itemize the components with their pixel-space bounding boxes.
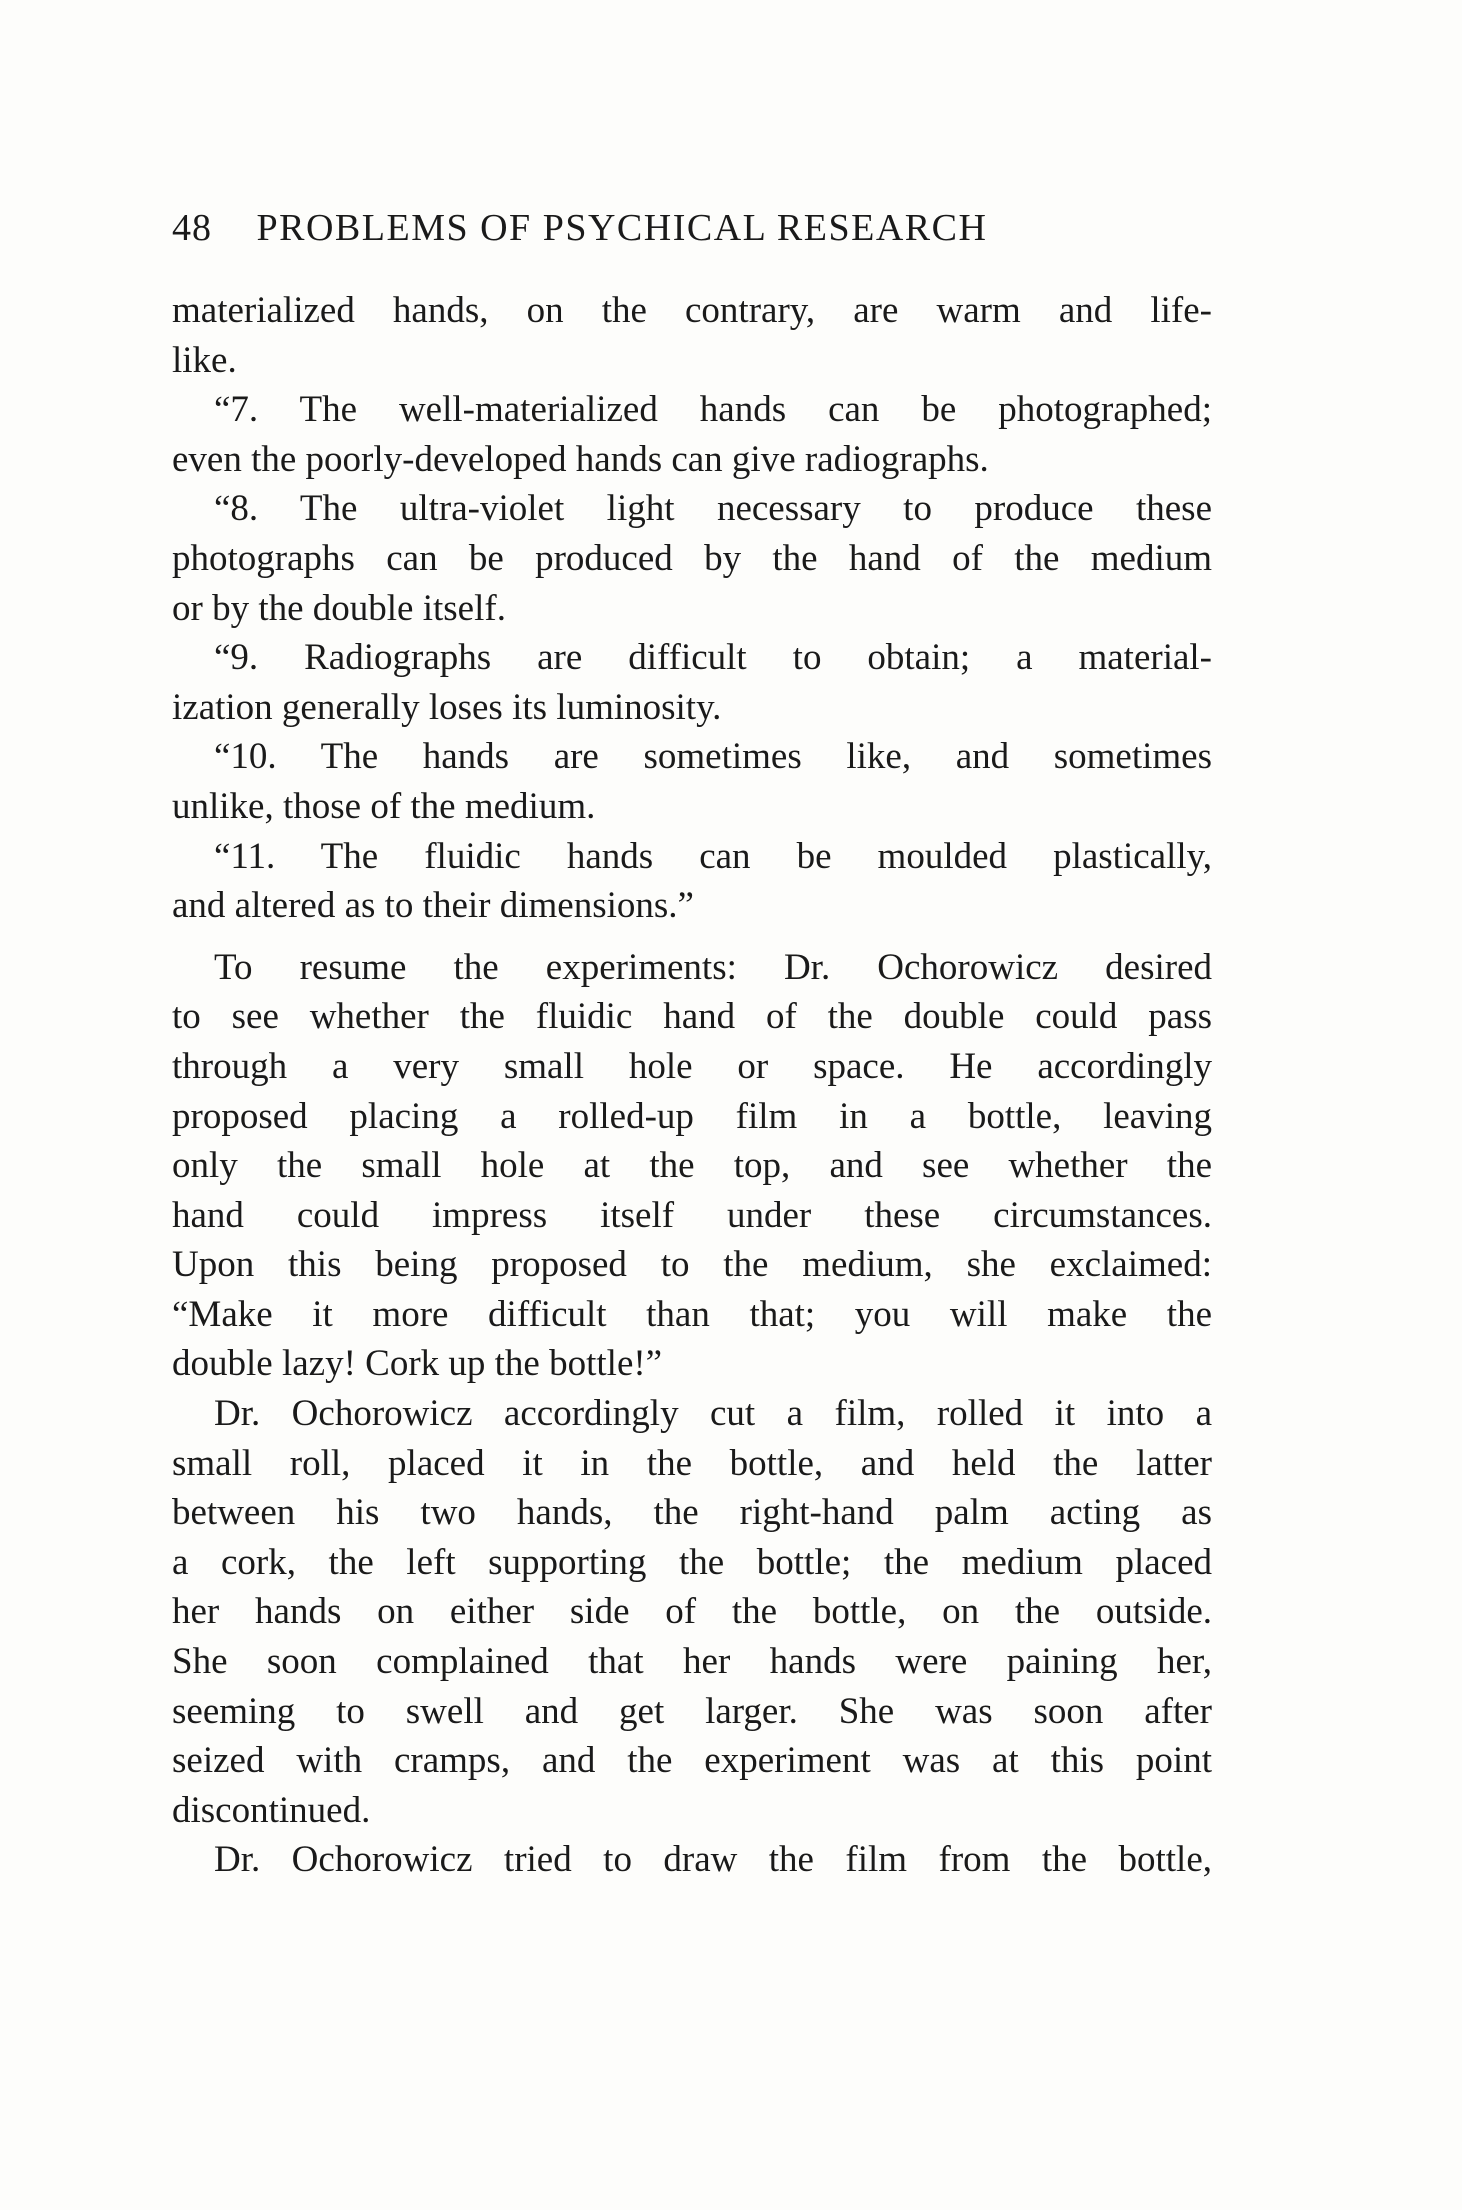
text-line: through a very small hole or space. He accordingly: [172, 1045, 1212, 1087]
text-line: even the poorly-developed hands can give radiographs.: [172, 438, 989, 480]
page-number: 48: [172, 207, 212, 249]
page-header: [172, 206, 1222, 250]
text-line: “10. The hands are sometimes like, and sometimes: [214, 736, 1212, 778]
paragraph: [172, 943, 1212, 1389]
text-line: Dr. Ochorowicz tried to draw the film from the bottle,: [214, 1839, 1212, 1881]
paragraph: [172, 732, 1212, 831]
text-line: seized with cramps, and the experiment was at this point: [172, 1740, 1212, 1782]
text-line: seeming to swell and get larger. She was soon after: [172, 1690, 1212, 1732]
paragraph: [172, 832, 1212, 931]
text-line: hand could impress itself under these circumstances.: [172, 1194, 1212, 1236]
text-line: “9. Radiographs are difficult to obtain; a material-: [214, 637, 1212, 679]
text-line: to see whether the fluidic hand of the double could pass: [172, 996, 1212, 1038]
text-line: unlike, those of the medium.: [172, 785, 596, 827]
running-title: PROBLEMS OF PSYCHICAL RESEARCH: [256, 207, 988, 249]
text-line: Dr. Ochorowicz accordingly cut a film, rolled it into a: [214, 1393, 1212, 1435]
body-text: [172, 286, 1212, 1885]
text-line: and altered as to their dimensions.”: [172, 885, 694, 927]
paragraph: [172, 1835, 1212, 1885]
paragraph: [172, 484, 1212, 633]
text-line: or by the double itself.: [172, 587, 506, 629]
paragraph: [172, 1389, 1212, 1835]
text-line: her hands on either side of the bottle, on the outside.: [172, 1591, 1212, 1633]
text-line: photographs can be produced by the hand of the medium: [172, 537, 1212, 579]
text-line: She soon complained that her hands were paining her,: [172, 1641, 1212, 1683]
paragraph: [172, 286, 1212, 385]
text-line: small roll, placed it in the bottle, and held the latter: [172, 1442, 1212, 1484]
text-line: only the small hole at the top, and see whether the: [172, 1145, 1212, 1187]
text-line: To resume the experiments: Dr. Ochorowicz desired: [214, 946, 1212, 988]
text-line: double lazy! Cork up the bottle!”: [172, 1343, 663, 1385]
text-line: a cork, the left supporting the bottle; the medium placed: [172, 1541, 1212, 1583]
text-line: “Make it more difficult than that; you will make the: [172, 1293, 1212, 1335]
text-line: Upon this being proposed to the medium, she exclaimed:: [172, 1244, 1212, 1286]
text-line: ization generally loses its luminosity.: [172, 686, 722, 728]
text-line: “11. The fluidic hands can be moulded plastically,: [214, 835, 1212, 877]
text-line: “8. The ultra-violet light necessary to produce these: [214, 488, 1212, 530]
text-line: discontinued.: [172, 1789, 371, 1831]
paragraph: [172, 633, 1212, 732]
text-line: “7. The well-materialized hands can be photographed;: [214, 389, 1212, 431]
text-line: between his two hands, the right-hand palm acting as: [172, 1492, 1212, 1534]
text-line: materialized hands, on the contrary, are warm and life-: [172, 290, 1212, 331]
text-line: proposed placing a rolled-up film in a bottle, leaving: [172, 1095, 1212, 1137]
paragraph: [172, 385, 1212, 484]
text-line: like.: [172, 339, 237, 381]
